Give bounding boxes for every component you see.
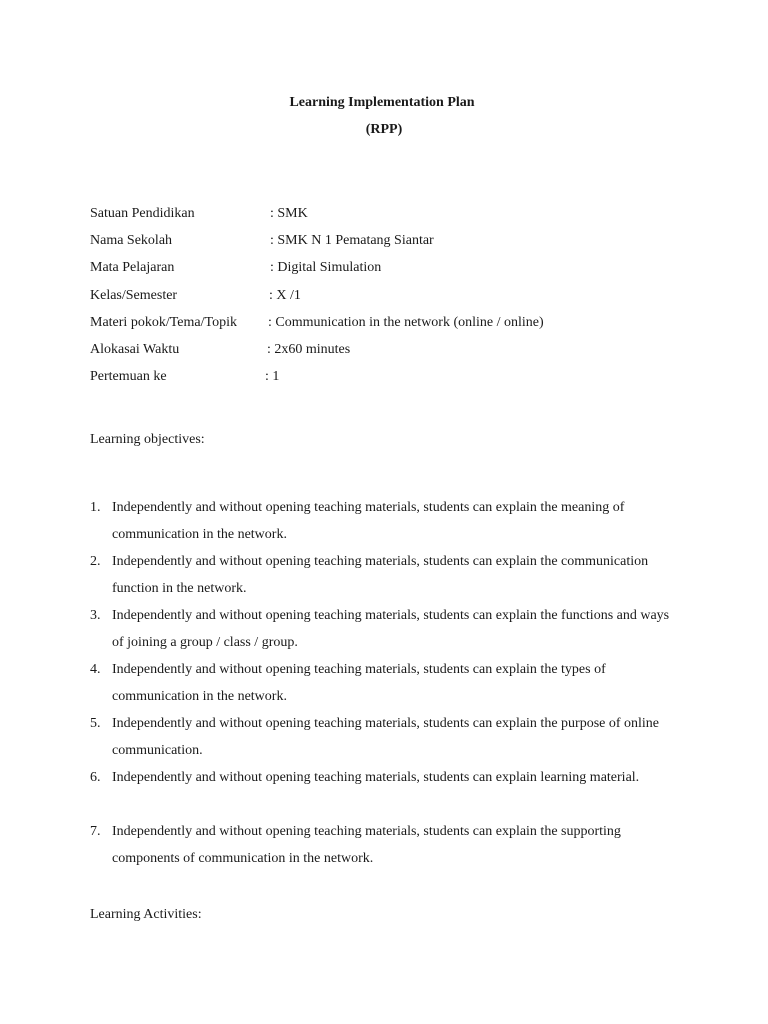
list-item-text: Independently and without opening teaching materials, students can explain the purpose of online communication. <box>112 716 660 758</box>
list-item <box>90 602 690 656</box>
activities-heading: Learning Activities: <box>90 907 202 922</box>
list-item-number: 4. <box>90 662 101 677</box>
info-label: Nama Sekolah <box>90 233 173 249</box>
list-item <box>90 548 690 602</box>
list-item <box>90 494 690 548</box>
list-item-number: 3. <box>90 608 101 623</box>
info-value: : SMK <box>270 206 308 221</box>
info-value: : SMK N 1 Pematang Siantar <box>270 233 434 249</box>
document-subtitle: (RPP) <box>365 122 403 137</box>
info-value: : X /1 <box>269 287 301 303</box>
objectives-heading: Learning objectives: <box>90 432 205 447</box>
list-item-number: 6. <box>90 770 101 785</box>
list-item <box>90 818 690 872</box>
info-label: Satuan Pendidikan <box>90 206 195 221</box>
list-item <box>90 656 690 710</box>
list-item-number: 1. <box>90 500 101 515</box>
info-label: Kelas/Semester <box>90 287 178 303</box>
list-item-number: 5. <box>90 716 101 731</box>
list-item-text: Independently and without opening teaching materials, students can explain the communication function in the network. <box>112 554 649 596</box>
list-item-text: Independently and without opening teaching materials, students can explain learning material. <box>112 770 640 785</box>
info-label: Pertemuan ke <box>90 369 167 385</box>
info-label: Alokasai Waktu <box>90 341 180 357</box>
info-value: : 2x60 minutes <box>267 341 351 357</box>
list-item-text: Independently and without opening teaching materials, students can explain the meaning of communication in the network. <box>112 500 625 542</box>
info-label: Materi pokok/Tema/Topik <box>90 314 237 330</box>
info-value: : 1 <box>265 369 280 385</box>
info-label: Mata Pelajaran <box>90 260 175 276</box>
list-item <box>90 764 690 818</box>
info-value: : Communication in the network (online / online) <box>268 314 544 330</box>
list-item <box>90 710 690 764</box>
list-item-number: 2. <box>90 554 101 569</box>
list-item-number: 7. <box>90 824 101 839</box>
list-item-text: Independently and without opening teaching materials, students can explain the supporting components of communication in the network. <box>112 824 621 866</box>
objectives-list <box>90 494 690 872</box>
list-item-text: Independently and without opening teaching materials, students can explain the types of communication in the network. <box>112 662 606 704</box>
document-title: Learning Implementation Plan <box>289 95 475 110</box>
info-value: : Digital Simulation <box>270 260 382 276</box>
list-item-text: Independently and without opening teaching materials, students can explain the functions and ways of joining a group / class / group. <box>112 608 670 650</box>
